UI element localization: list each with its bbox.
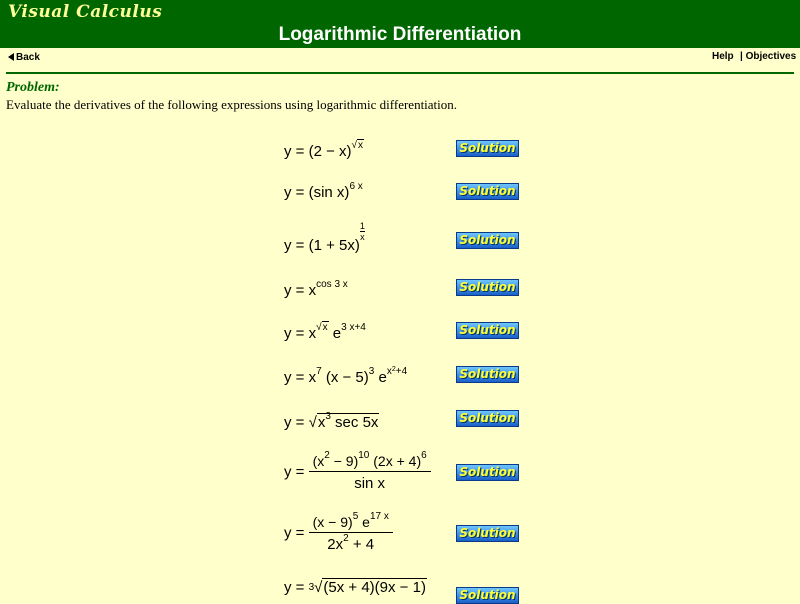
expression-5: $y = x^{√x}$ $e^{3 x+4}$	[284, 322, 366, 342]
solution-button-6[interactable]: Solution	[456, 366, 519, 383]
solution-button-8[interactable]: Solution	[456, 464, 519, 481]
back-arrow-icon	[8, 53, 14, 61]
expression-9: y = $\frac{(x - 9)^5 e^{17 x}}{2x^2 + 4}$	[284, 514, 393, 553]
help-link[interactable]: Help	[712, 51, 734, 62]
expression-4: $y = x^{cos 3 x}$	[284, 279, 348, 299]
page-title: Logarithmic Differentiation	[278, 24, 522, 45]
expression-1: $y = (2 - x)^{√x}$	[284, 140, 364, 160]
problem-heading: Problem:	[6, 80, 60, 95]
solution-button-7[interactable]: Solution	[456, 410, 519, 427]
problem-instructions: Evaluate the derivatives of the following expressions using logarithmic differentiation.	[6, 97, 458, 112]
back-link[interactable]	[8, 52, 40, 63]
nav-bar	[0, 50, 800, 64]
expression-10: y = 3√(5x + 4)(9x − 1)	[284, 579, 426, 596]
expression-2: y = (sin x)$^{6 x}$	[284, 181, 363, 201]
solution-button-4[interactable]: Solution	[456, 279, 519, 296]
divider	[6, 72, 794, 74]
back-label: Back	[16, 52, 40, 63]
solution-button-2[interactable]: Solution	[456, 183, 519, 200]
header-bar	[0, 0, 800, 48]
objectives-link[interactable]: | Objectives	[740, 51, 797, 62]
expression-3: y = (1 + 5x) $\frac{1}{x}$	[284, 221, 365, 254]
solution-button-1[interactable]: Solution	[456, 140, 519, 157]
expression-8: y = $\frac{(x^2 - 9)^{10} (2x + 4)^6}{\text{sin x}}$	[284, 453, 431, 492]
solution-button-5[interactable]: Solution	[456, 322, 519, 339]
expression-6: $y = x^7$ $(x - 5)^3$ $e^{x^2+4}$	[284, 366, 408, 386]
solution-button-10[interactable]: Solution	[456, 587, 519, 604]
site-logo[interactable]: Visual Calculus	[8, 2, 163, 22]
expression-7: $y = √x^3$ sec 5x	[284, 411, 379, 431]
solution-button-3[interactable]: Solution	[456, 232, 519, 249]
solution-button-9[interactable]: Solution	[456, 525, 519, 542]
